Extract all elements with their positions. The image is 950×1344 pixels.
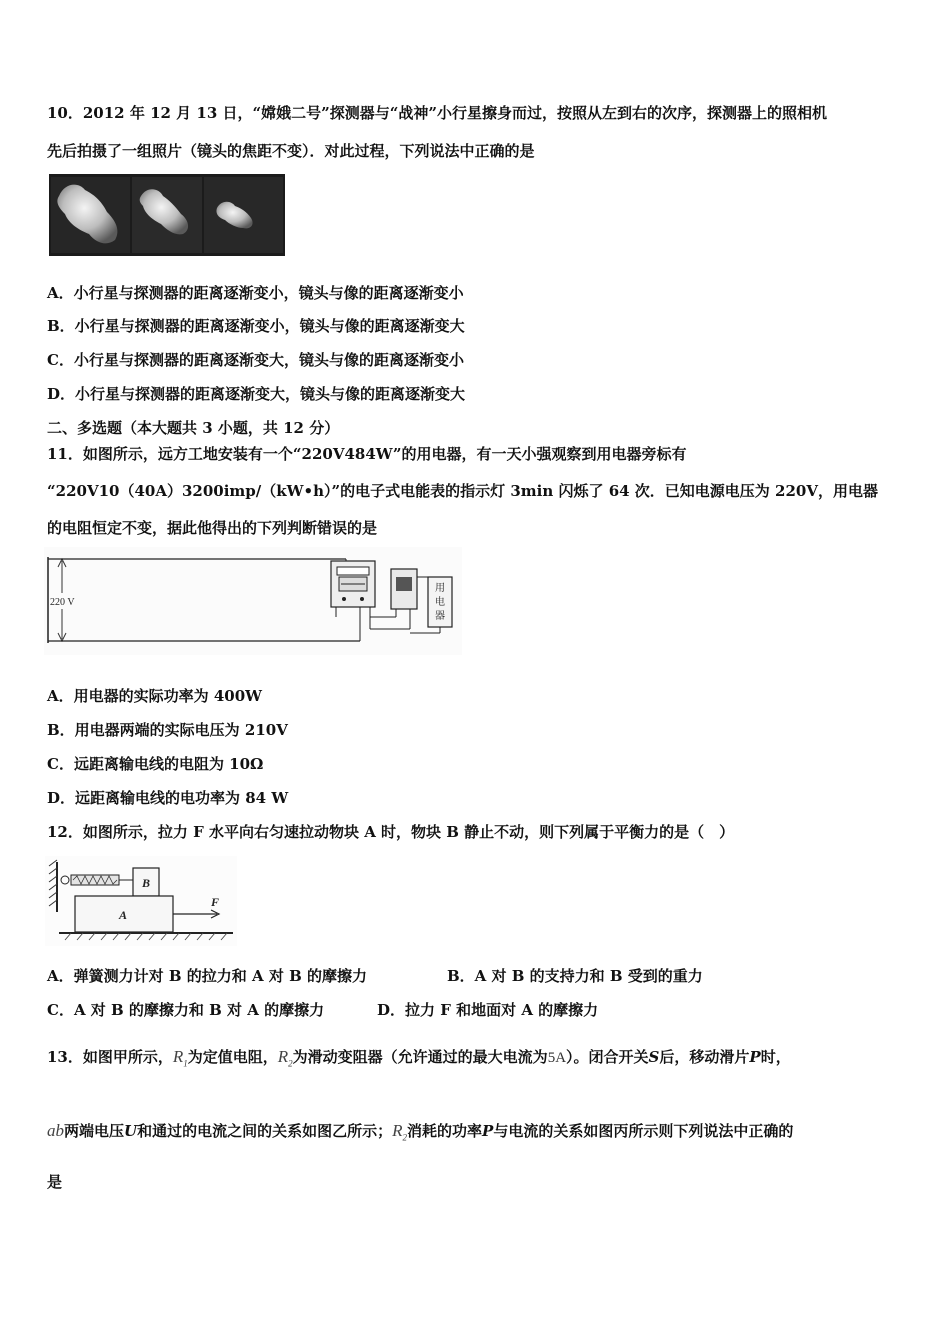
q10-option-a: A．小行星与探测器的距离逐渐变小，镜头与像的距离逐渐变小 [47, 284, 464, 302]
q13-text-1: 为定值电阻， [187, 1048, 278, 1066]
q12-option-b: B．A 对 B 的支持力和 B 受到的重力 [447, 967, 703, 985]
block-b-label: B [141, 876, 151, 890]
q11-option-d: D．远距离输电线的电功率为 84 W [47, 789, 289, 807]
switch-s: S [648, 1048, 660, 1066]
voltage-label: 220 V [50, 597, 75, 608]
r1-symbol: $R_1$ [172, 1047, 188, 1069]
ab-symbol: ab [47, 1121, 64, 1140]
q13-text-5: 时， [760, 1048, 791, 1066]
q13-text-9: 与电流的关系如图丙所示则下列说法中正确的 [493, 1122, 794, 1140]
q10-stem-line1: 10．2012 年 12 月 13 日，“嫦娥二号”探测器与“战神”小行星擦身而过，按照从左到右的次序，探测器上的照相机 [47, 104, 827, 122]
r2-symbol: $R_2$ [277, 1047, 293, 1069]
q13-text-7: 和通过的电流之间的关系如图乙所示； [137, 1122, 393, 1140]
appliance-label-2: 电 [435, 597, 445, 608]
slider-p: P [749, 1048, 761, 1066]
q13-text-4: 后，移动滑片 [659, 1048, 750, 1066]
max-current: 5A [547, 1050, 567, 1066]
appliance-label-1: 用 [435, 583, 445, 594]
q13-text-3: ）。闭合开关 [566, 1048, 649, 1066]
q13-text-8: 消耗的功率 [407, 1122, 483, 1140]
q13-text-2: 为滑动变阻器（允许通过的最大电流为 [292, 1048, 548, 1066]
q12-option-a: A．弹簧测力计对 B 的拉力和 A 对 B 的摩擦力 [47, 967, 367, 985]
friction-figure [45, 856, 237, 946]
section-heading: 二、多选题（本大题共 3 小题，共 12 分） [47, 419, 340, 437]
q11-stem-line1: 11．如图所示，远方工地安装有一个“220V484W”的用电器，有一天小强观察到用电器旁标有 [47, 445, 687, 463]
q11-option-a: A．用电器的实际功率为 400W [47, 687, 263, 705]
appliance-label-3: 器 [435, 611, 445, 622]
q12-option-c: C．A 对 B 的摩擦力和 B 对 A 的摩擦力 [47, 1001, 325, 1019]
q11-option-c: C．远距离输电线的电阻为 10Ω [47, 755, 264, 773]
q13-stem-line1 [47, 1044, 791, 1076]
q11-stem-line2: “220V10（40A）3200imp/（kW•h）”的电子式电能表的指示灯 3min 闪烁了 64 次．已知电源电压为 220V，用电器 [47, 482, 878, 500]
force-label: F [211, 895, 220, 909]
q10-option-b: B．小行星与探测器的距离逐渐变小，镜头与像的距离逐渐变大 [47, 317, 465, 335]
q10-option-d: D．小行星与探测器的距离逐渐变大，镜头与像的距离逐渐变大 [47, 385, 466, 403]
voltage-u: U [124, 1122, 138, 1140]
q13-text-6: 两端电压 [64, 1122, 125, 1140]
block-a-label: A [118, 908, 128, 922]
q13-stem-line3: 是 [47, 1173, 63, 1191]
q10-option-c: C．小行星与探测器的距离逐渐变大，镜头与像的距离逐渐变小 [47, 351, 464, 369]
q12-stem: 12．如图所示，拉力 F 水平向右匀速拉动物块 A 时，物块 B 静止不动，则下列属于平衡力的是（ ） [47, 823, 735, 841]
power-p: P [482, 1122, 494, 1140]
q11-option-b: B．用电器两端的实际电压为 210V [47, 721, 288, 739]
q13-stem-line2 [47, 1118, 793, 1150]
q12-option-d: D．拉力 F 和地面对 A 的摩擦力 [377, 1001, 599, 1019]
q11-stem-line3: 的电阻恒定不变，据此他得出的下列判断错误的是 [47, 519, 378, 537]
circuit-figure [44, 547, 462, 655]
q10-stem-line2: 先后拍摄了一组照片（镜头的焦距不变）．对此过程，下列说法中正确的是 [47, 142, 535, 160]
asteroid-photos-figure [49, 174, 285, 256]
r2-symbol-2: $R_2$ [392, 1121, 408, 1143]
q13-prefix: 13．如图甲所示， [47, 1048, 173, 1066]
